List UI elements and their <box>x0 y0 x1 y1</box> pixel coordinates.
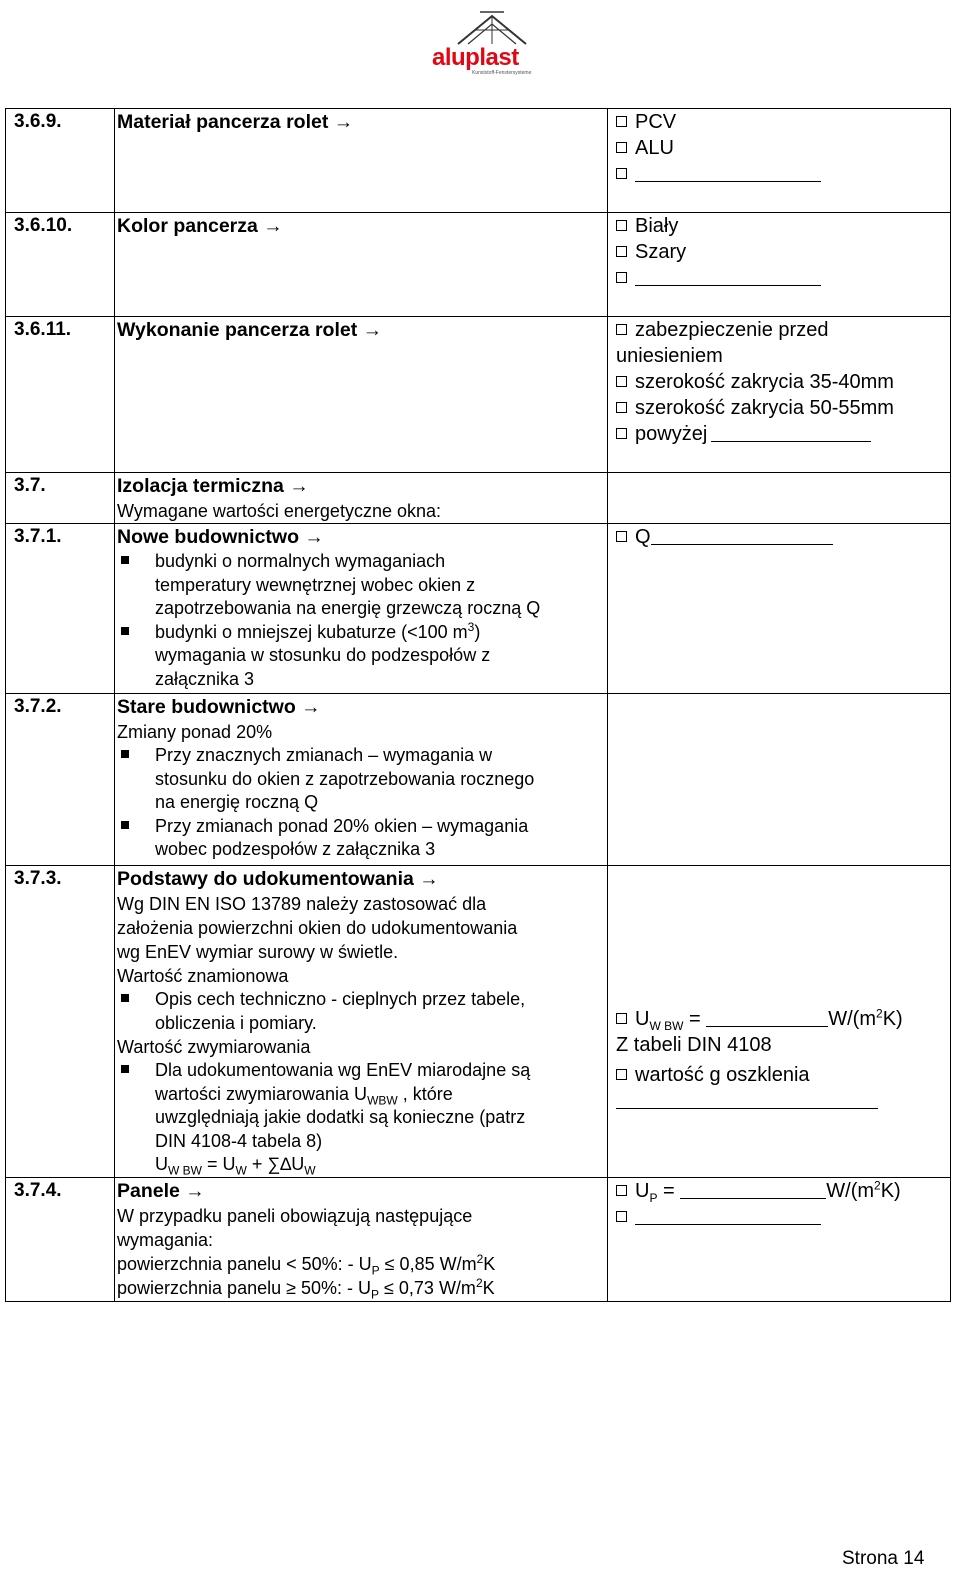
option-other[interactable] <box>616 161 950 187</box>
section-number: 3.6.9. <box>14 111 62 132</box>
section-title: Materiał pancerza rolet → <box>117 111 354 133</box>
option-uw-bw[interactable]: $U_{W BW} = W/(m^2K)$ <box>616 1006 950 1032</box>
option-35-40mm[interactable]: szerokość zakrycia 35-40mm <box>616 369 950 395</box>
checkbox-icon[interactable] <box>616 1069 627 1080</box>
bullet-item: Opis cech techniczno - cieplnych przez tabele, obliczenia i pomiary. <box>117 988 607 1035</box>
section-title: Panele → <box>117 1180 205 1202</box>
option-zabezpieczenie-cont: uniesieniem <box>616 345 723 367</box>
option-szary[interactable]: Szary <box>616 239 950 265</box>
bullet-square-icon <box>121 556 129 564</box>
checkbox-icon[interactable] <box>616 246 627 257</box>
option-alu[interactable]: ALU <box>616 135 950 161</box>
bullet-item: budynki o mniejszej kubaturze (<100 $m^3$) wymagania w stosunku do podzespołów z załącznika 3 <box>117 621 607 692</box>
blank-field[interactable] <box>635 1224 821 1225</box>
section-subtitle: Wymagane wartości energetyczne okna: <box>117 501 441 521</box>
checkbox-icon[interactable] <box>616 272 627 283</box>
spec-table <box>5 108 951 1302</box>
section-number: 3.7.1. <box>14 526 62 547</box>
subheading: Wartość zwymiarowania <box>117 1037 311 1057</box>
section-number: 3.7.2. <box>14 696 62 717</box>
option-bialy[interactable]: Biały <box>616 213 950 239</box>
checkbox-icon[interactable] <box>616 220 627 231</box>
blank-field[interactable] <box>616 1108 878 1109</box>
page-number: Strona 14 <box>842 1548 925 1569</box>
din-table-note: Z tabeli DIN 4108 <box>616 1034 772 1056</box>
checkbox-icon[interactable] <box>616 1185 627 1196</box>
checkbox-icon[interactable] <box>616 531 627 542</box>
blank-field[interactable] <box>680 1198 826 1199</box>
aluplast-logo <box>428 8 556 78</box>
bullet-square-icon <box>121 821 129 829</box>
section-title: Izolacja termiczna → <box>117 475 309 497</box>
option-other[interactable] <box>616 265 950 291</box>
section-number: 3.6.11. <box>14 319 72 340</box>
logo-brand-text: aluplast <box>432 44 519 71</box>
row-3-7-4: 3.7.4. Panele → W przypadku paneli obowiązują następujące wymagania: powierzchnia panelu < 50%: - $U_P \le 0,85$ $W/m^2K$ powierzchnia panelu ≥ 50%: - $U_P \le 0,73$ $W/m^2K$ $U_P = W/(m^2K)$ <box>6 1178 951 1302</box>
option-pcv[interactable]: PCV <box>616 109 950 135</box>
checkbox-icon[interactable] <box>616 324 627 335</box>
section-title: Stare budownictwo → <box>117 696 321 718</box>
logo-tagline: Kunststoff-Fenstersysteme <box>472 70 532 76</box>
option-g-oszklenia[interactable]: wartość g oszklenia <box>616 1062 950 1088</box>
checkbox-icon[interactable] <box>616 168 627 179</box>
section-intro: Zmiany ponad 20% <box>117 722 273 742</box>
option-zabezpieczenie[interactable]: zabezpieczenie przed <box>616 317 950 343</box>
row-3-6-10 <box>6 213 951 317</box>
bullet-item: Przy znacznych zmianach – wymagania w stosunku do okien z zapotrzebowania rocznego na energię roczną Q <box>117 744 607 815</box>
checkbox-icon[interactable] <box>616 1013 627 1024</box>
panel-requirement: powierzchnia panelu < 50%: - $U_P \le 0,85$ $W/m^2K$ <box>117 1252 496 1278</box>
checkbox-icon[interactable] <box>616 428 627 439</box>
section-title: Nowe budownictwo → <box>117 526 324 548</box>
option-q[interactable]: Q <box>616 524 950 550</box>
blank-field[interactable] <box>711 441 871 442</box>
row-3-7-3: 3.7.3. Podstawy do udokumentowania → Wg DIN EN ISO 13789 należy zastosować dla założenia powierzchni okien do udokumentowania wg EnEV wymiar surowy w świetle. Wartość znamionowa Opis cech techniczno - cieplnych przez tabele, obliczenia i pomiary. Wartość zwymiarowania Dla udokumentowania wg EnEV miarodajne są wartości zwymiarowania $U_{WBW}$ , które uwzględniają jakie dodatki są konieczne (patrz DIN 4108-4 tabela 8) $U_{W BW} = U_W + \sum\Delta U_W$ $U_{W BW} = W/(m^2K)$ Z tabeli DIN 4108 wartość g oszklenia <box>6 866 951 1178</box>
bullet-item: budynki o normalnych wymaganiach temperatury wewnętrznej wobec okien z zapotrzebowania na energię grzewczą roczną Q <box>117 550 607 621</box>
section-number: 3.6.10. <box>14 215 73 236</box>
blank-field[interactable] <box>635 285 821 286</box>
section-title: Kolor pancerza → <box>117 215 283 237</box>
section-number: 3.7. <box>14 475 46 496</box>
bullet-square-icon <box>121 1065 129 1073</box>
bullet-square-icon <box>121 627 129 635</box>
bullet-square-icon <box>121 994 129 1002</box>
checkbox-icon[interactable] <box>616 142 627 153</box>
option-up[interactable]: $U_P = W/(m^2K)$ <box>616 1178 950 1204</box>
row-3-7-1 <box>6 524 951 694</box>
checkbox-icon[interactable] <box>616 116 627 127</box>
blank-field[interactable] <box>706 1026 828 1027</box>
panel-requirement: powierzchnia panelu ≥ 50%: - $U_P \le 0,73$ $W/m^2K$ <box>117 1276 495 1302</box>
checkbox-icon[interactable] <box>616 1211 627 1222</box>
row-3-7 <box>6 473 951 524</box>
blank-field[interactable] <box>651 544 833 545</box>
row-3-6-9 <box>6 109 951 213</box>
checkbox-icon[interactable] <box>616 376 627 387</box>
bullet-item: Dla udokumentowania wg EnEV miarodajne są wartości zwymiarowania $U_{WBW}$ , które uwzględniają jakie dodatki są konieczne (patrz DIN 4108-4 tabela 8) $U_{W BW} = U_W + \sum\Delta U_W$ <box>117 1059 607 1177</box>
section-title: Wykonanie pancerza rolet → <box>117 319 383 341</box>
section-title: Podstawy do udokumentowania → <box>117 868 439 890</box>
option-other[interactable] <box>616 1204 950 1230</box>
blank-field[interactable] <box>635 181 821 182</box>
section-number: 3.7.3. <box>14 868 62 889</box>
section-number: 3.7.4. <box>14 1180 62 1201</box>
bullet-item: Przy zmianach ponad 20% okien – wymagania wobec podzespołów z załącznika 3 <box>117 815 607 862</box>
option-powyzej[interactable]: powyżej <box>616 421 950 447</box>
subheading: Wartość znamionowa <box>117 966 289 986</box>
checkbox-icon[interactable] <box>616 402 627 413</box>
option-50-55mm[interactable]: szerokość zakrycia 50-55mm <box>616 395 950 421</box>
bullet-square-icon <box>121 750 129 758</box>
row-3-7-2 <box>6 694 951 866</box>
formula: $U_{W BW} = U_W + \sum\Delta U_W$ <box>155 1154 316 1178</box>
row-3-6-11 <box>6 317 951 473</box>
